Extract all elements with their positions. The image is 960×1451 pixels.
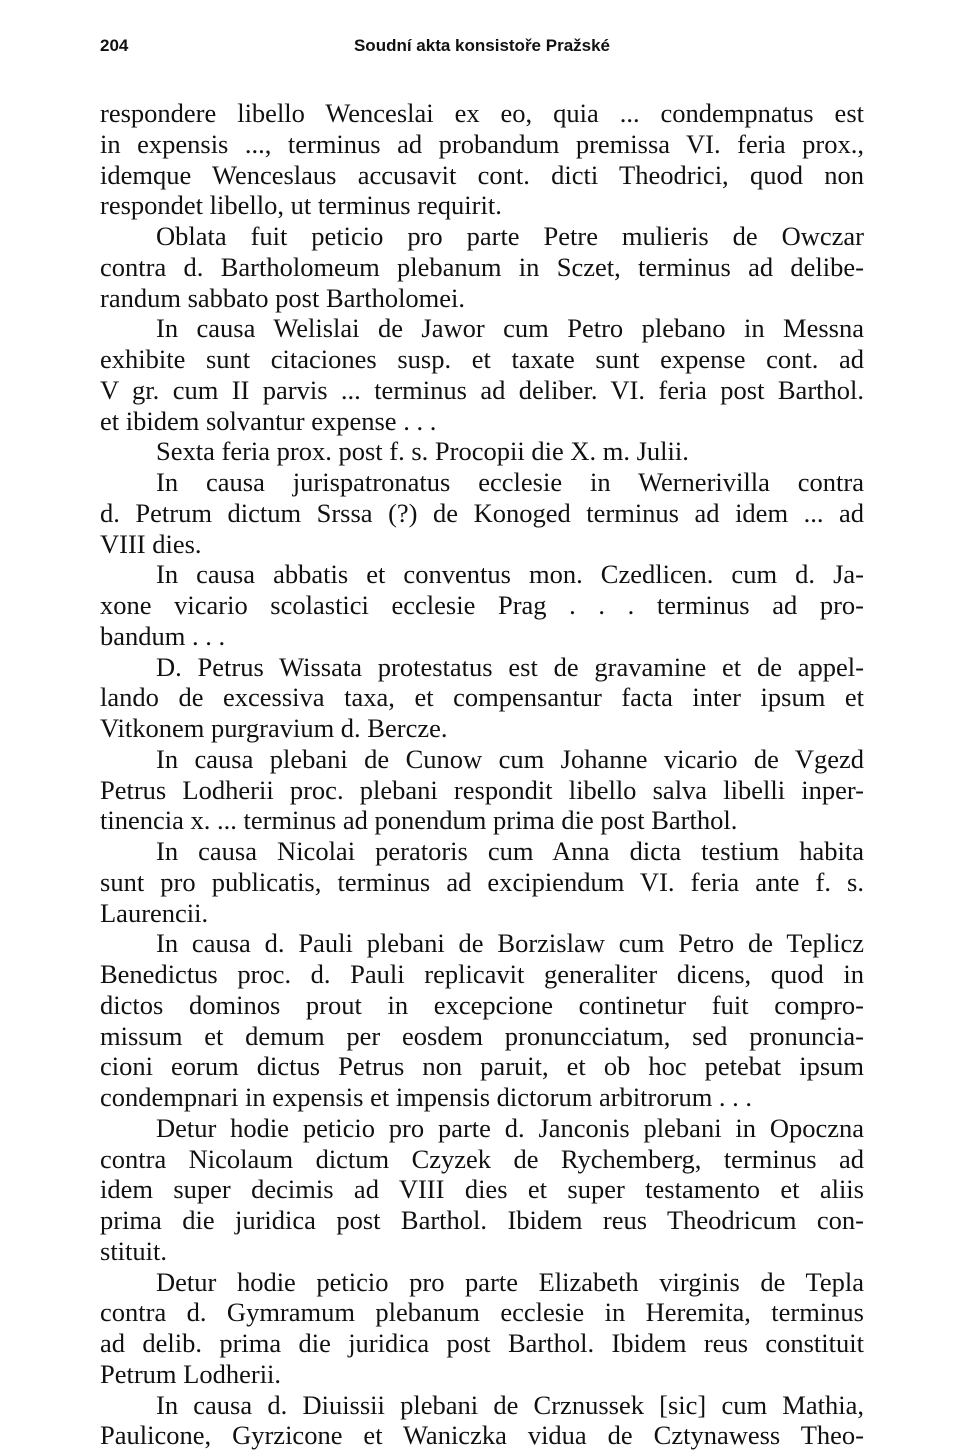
text-line: Vitkonem purgravium d. Bercze. xyxy=(100,713,448,743)
text-line: In causa d. Pauli plebani de Borzislaw cum Petro de Teplicz xyxy=(156,928,864,959)
text-line: tinencia x. ... terminus ad ponendum prima die post Barthol. xyxy=(100,805,738,836)
text-line: respondet libello, ut terminus requirit. xyxy=(100,190,502,221)
text-line: contra d. Gymramum plebanum ecclesie in Heremita, terminus xyxy=(100,1297,864,1328)
text-line: V gr. cum II parvis ... terminus ad deliber. VI. feria post Barthol. xyxy=(100,374,864,405)
body-text xyxy=(100,98,864,1451)
text-line: Detur hodie peticio pro parte Elizabeth virginis de Tepla xyxy=(156,1266,864,1297)
text-line: stituit. xyxy=(100,1235,168,1266)
text-line: Paulicone, Gyrzicone et Waniczka vidua de Cztynawess Theo- xyxy=(100,1420,864,1451)
page-number: 204 xyxy=(100,36,129,55)
text-line: missum et demum per eosdem pronuncciatum, sed pronuncia- xyxy=(100,1020,864,1051)
running-head xyxy=(100,36,864,60)
text-line: sunt pro publicatis, terminus ad excipiendum VI. feria ante f. s. xyxy=(100,866,864,897)
text-line: In causa plebani de Cunow cum Johanne vicario de Vgezd xyxy=(156,743,864,774)
text-line: D. Petrus Wissata protestatus est de gravamine et de appel- xyxy=(156,651,864,682)
text-line: idem super decimis ad VIII dies et super testamento et aliis xyxy=(100,1174,864,1205)
text-line: exhibite sunt citaciones susp. et taxate sunt expense cont. ad xyxy=(100,344,864,374)
text-line: bandum . . . xyxy=(100,620,226,651)
running-title: Soudní akta konsistoře Pražské xyxy=(353,36,611,55)
text-line: In causa abbatis et conventus mon. Czedlicen. cum d. Ja- xyxy=(156,559,864,590)
text-line: VIII dies. xyxy=(100,528,202,559)
text-line: Benedictus proc. d. Pauli replicavit generaliter dicens, quod in xyxy=(100,959,864,989)
text-line: Laurencii. xyxy=(100,897,209,928)
text-line: d. Petrum dictum Srssa (?) de Konoged terminus ad idem ... ad xyxy=(100,497,864,528)
text-line: idemque Wenceslaus accusavit cont. dicti Theodrici, quod non xyxy=(100,159,864,190)
text-line: contra Nicolaum dictum Czyzek de Rychemberg, terminus ad xyxy=(100,1143,864,1174)
text-line: In causa Welislai de Jawor cum Petro plebano in Messna xyxy=(156,313,864,344)
text-line: ad delib. prima die juridica post Barthol. Ibidem reus constituit xyxy=(100,1328,864,1358)
text-line: lando de excessiva taxa, et compensantur facta inter ipsum et xyxy=(100,682,864,713)
text-line: respondere libello Wenceslai ex eo, quia ... condempnatus est xyxy=(100,98,864,128)
text-line: In causa jurispatronatus ecclesie in Wernerivilla contra xyxy=(156,467,864,497)
text-line: Oblata fuit peticio pro parte Petre mulieris de Owczar xyxy=(156,221,864,251)
text-line: randum sabbato post Bartholomei. xyxy=(100,282,466,313)
text-line: In causa d. Diuissii plebani de Crznussek [sic] cum Mathia, xyxy=(156,1389,864,1420)
text-line: Sexta feria prox. post f. s. Procopii die X. m. Julii. xyxy=(156,436,689,467)
text-line: condempnari in expensis et impensis dictorum arbitrorum . . . xyxy=(100,1082,753,1112)
text-line: contra d. Bartholomeum plebanum in Sczet, terminus ad delibe- xyxy=(100,251,864,282)
text-line: Petrus Lodherii proc. plebani respondit libello salva libelli inper- xyxy=(100,774,864,805)
text-line: in expensis ..., terminus ad probandum premissa VI. feria prox., xyxy=(100,128,864,159)
text-line: prima die juridica post Barthol. Ibidem reus Theodricum con- xyxy=(100,1205,864,1235)
text-line: xone vicario scolastici ecclesie Prag . . . terminus ad pro- xyxy=(100,590,864,620)
text-line: dictos dominos prout in excepcione continetur fuit compro- xyxy=(100,989,864,1020)
text-line: In causa Nicolai peratoris cum Anna dicta testium habita xyxy=(156,836,864,866)
text-line: cioni eorum dictus Petrus non paruit, et ob hoc petebat ipsum xyxy=(100,1051,864,1082)
text-line: Detur hodie peticio pro parte d. Janconis plebani in Opoczna xyxy=(156,1112,864,1143)
text-line: et ibidem solvantur expense . . . xyxy=(100,405,437,436)
text-line: Petrum Lodherii. xyxy=(100,1358,282,1389)
